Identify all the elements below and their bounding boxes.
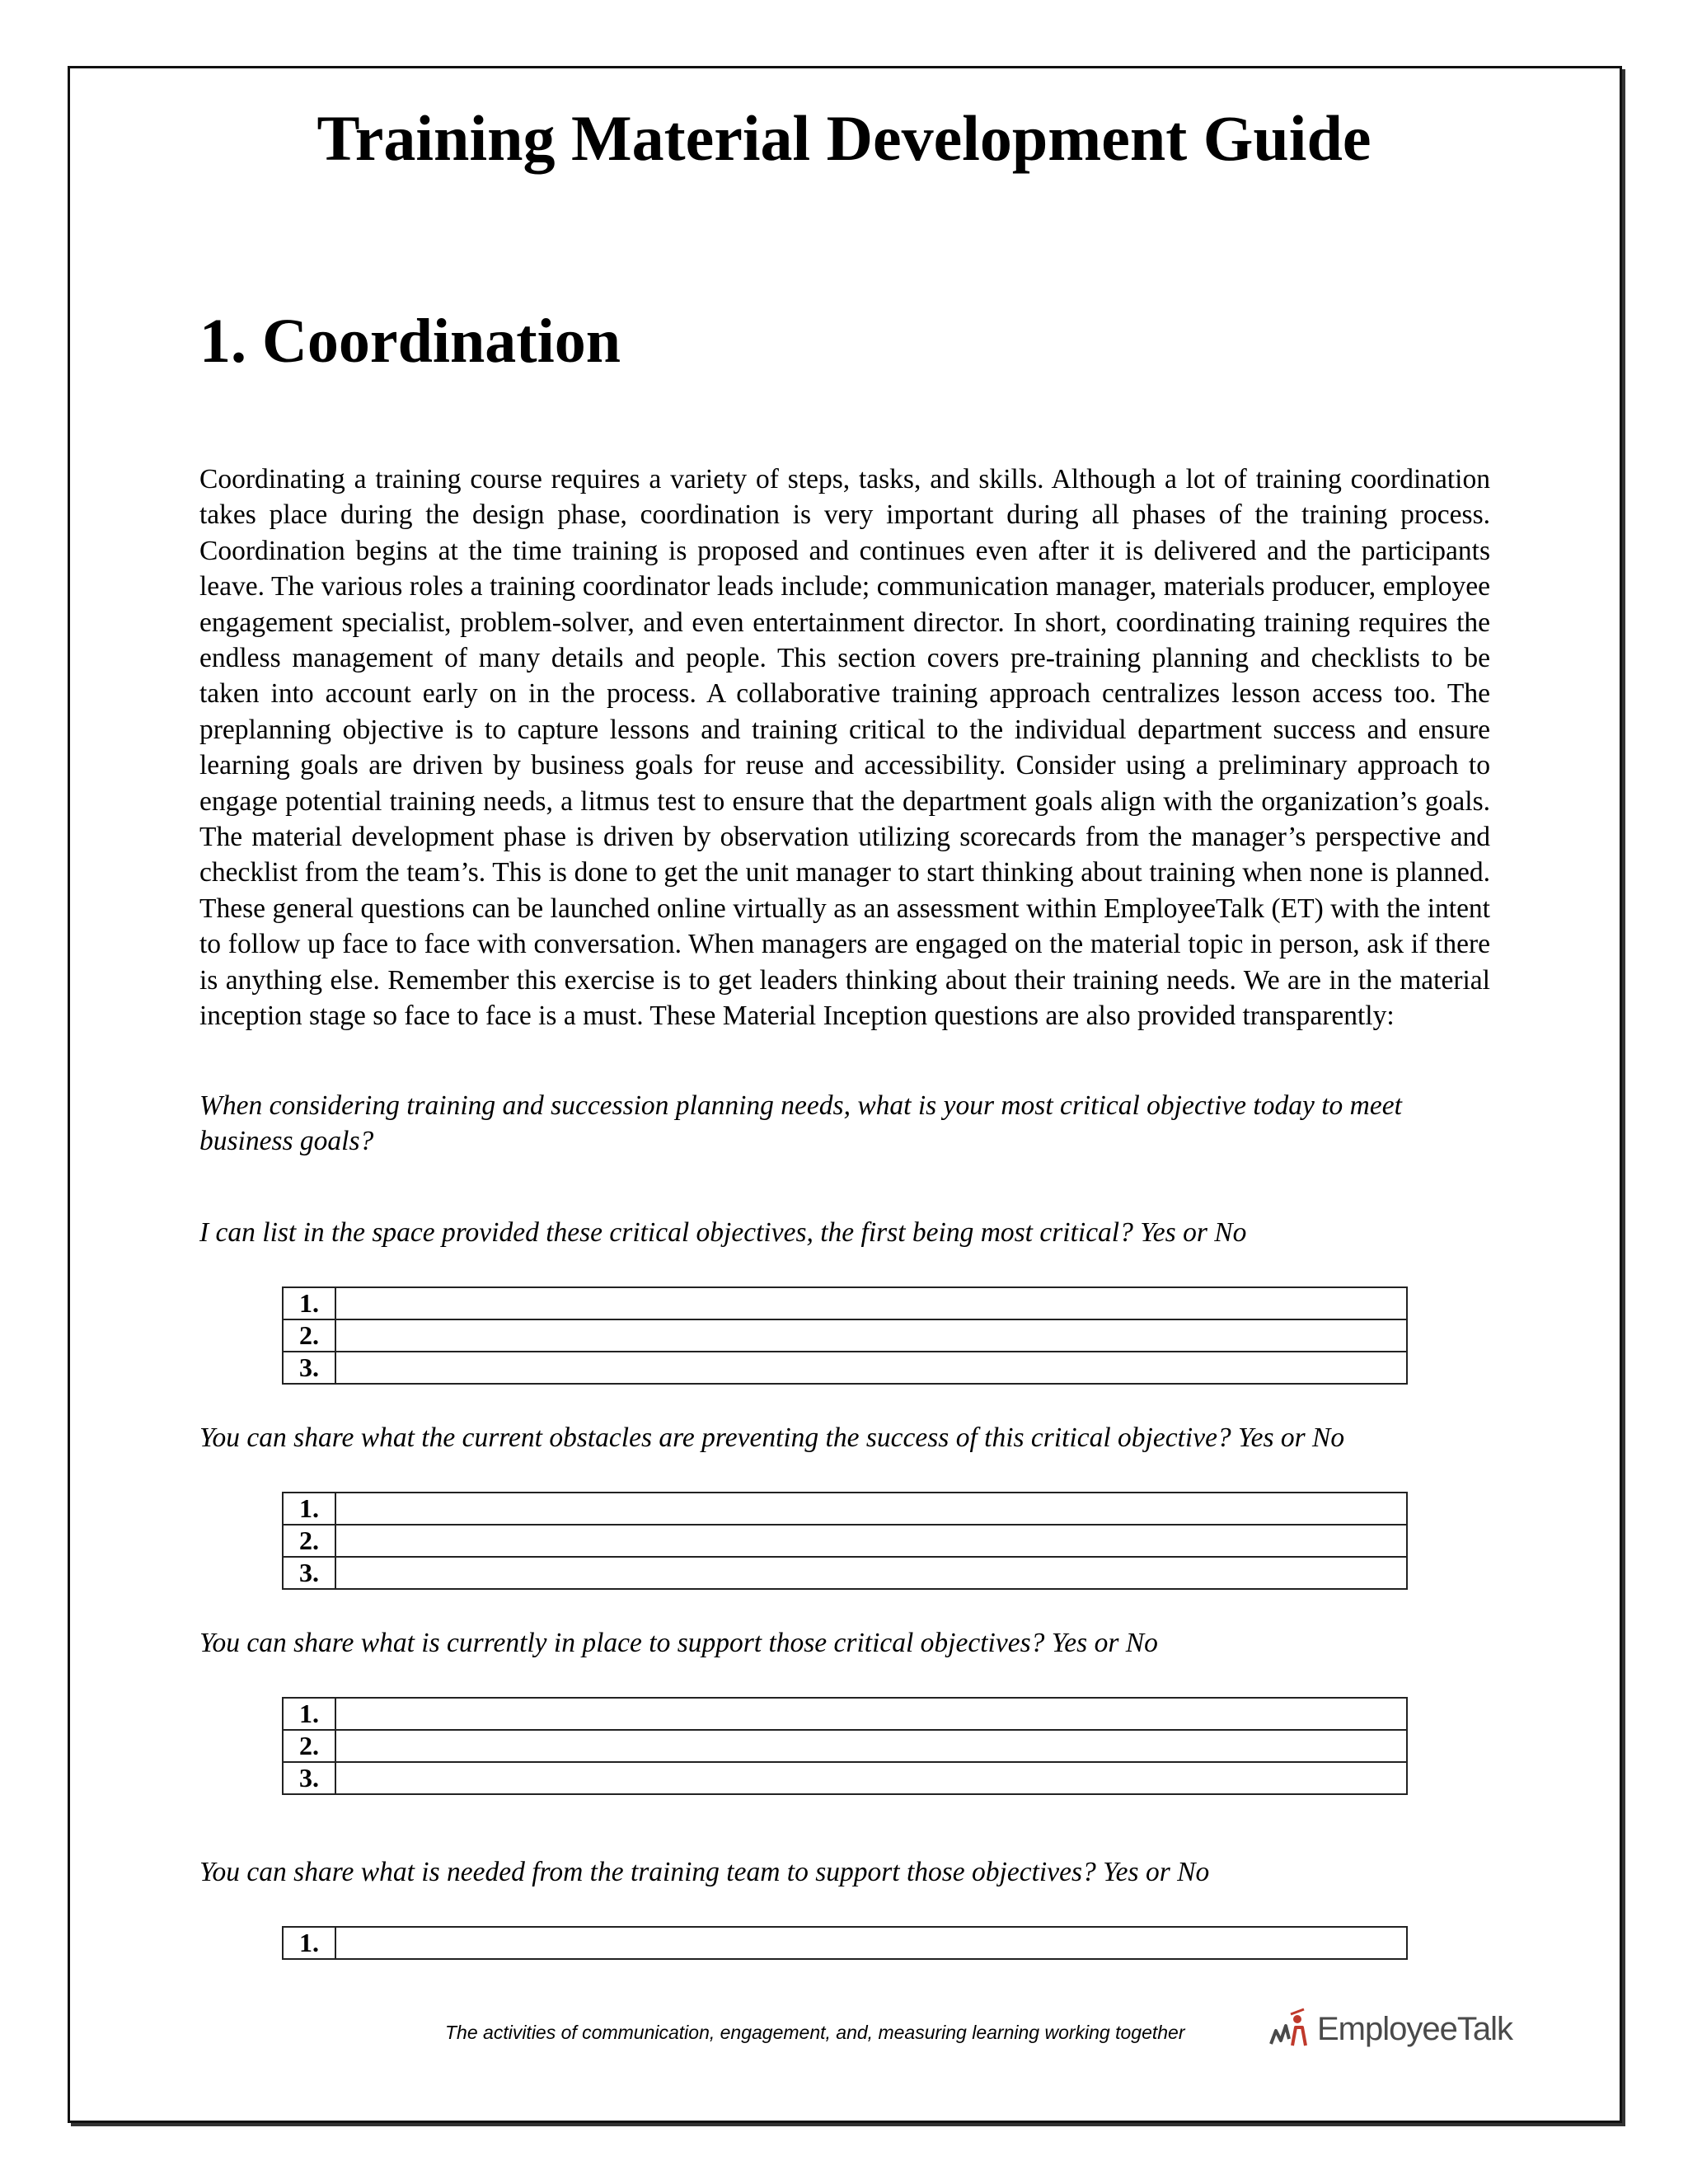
logo-text: EmployeeTalk <box>1317 2010 1513 2047</box>
table-row <box>283 1287 1407 1319</box>
answer-cell[interactable] <box>335 1493 1407 1525</box>
answer-cell[interactable] <box>335 1557 1407 1589</box>
answer-cell[interactable] <box>335 1287 1407 1319</box>
row-number: 2. <box>283 1525 335 1557</box>
answer-cell[interactable] <box>335 1927 1407 1959</box>
row-number: 2. <box>283 1730 335 1762</box>
question-2: You can share what the current obstacles are preventing the success of this critical objective? Yes or No <box>199 1422 1345 1453</box>
answer-cell[interactable] <box>335 1762 1407 1794</box>
answer-table-3 <box>282 1697 1408 1795</box>
row-number: 2. <box>283 1319 335 1352</box>
table-row <box>283 1557 1407 1589</box>
table-row <box>283 1319 1407 1352</box>
table-row <box>283 1730 1407 1762</box>
row-number: 3. <box>283 1762 335 1794</box>
row-number: 1. <box>283 1493 335 1525</box>
question-4: You can share what is needed from the training team to support those objectives? Yes or No <box>199 1857 1210 1887</box>
question-3: You can share what is currently in place to support those critical objectives? Yes or No <box>199 1628 1158 1658</box>
table-row <box>283 1352 1407 1384</box>
table-row <box>283 1698 1407 1730</box>
row-number: 1. <box>283 1287 335 1319</box>
row-number: 3. <box>283 1352 335 1384</box>
table-row <box>283 1762 1407 1794</box>
table-row <box>283 1493 1407 1525</box>
employeetalk-logo <box>1268 2004 1512 2054</box>
question-1: I can list in the space provided these critical objectives, the first being most critical? Yes or No <box>199 1217 1247 1248</box>
row-number: 1. <box>283 1927 335 1959</box>
question-intro: When considering training and succession planning needs, what is your most critical objective today to meet business goals? <box>199 1090 1402 1157</box>
answer-table-2 <box>282 1492 1408 1590</box>
answer-cell[interactable] <box>335 1525 1407 1557</box>
answer-table-4 <box>282 1926 1408 1960</box>
row-number: 3. <box>283 1557 335 1589</box>
answer-cell[interactable] <box>335 1698 1407 1730</box>
table-row <box>283 1927 1407 1959</box>
row-number: 1. <box>283 1698 335 1730</box>
document-title: Training Material Development Guide <box>316 102 1372 174</box>
footer-tagline: The activities of communication, engagement, and, measuring learning working together <box>445 2022 1185 2043</box>
answer-cell[interactable] <box>335 1319 1407 1352</box>
employeetalk-logo-icon <box>1268 2006 1314 2052</box>
table-row <box>283 1525 1407 1557</box>
answer-cell[interactable] <box>335 1352 1407 1384</box>
answer-table-1 <box>282 1286 1408 1385</box>
body-paragraph: Coordinating a training course requires a variety of steps, tasks, and skills. Although a lot of training coordination takes place during the design phase, coordination is very important during all phases of the training process. Coordination begins at the time training is proposed and continues even after it is delivered and the participants leave. The various roles a training coordinator leads include; communication manager, materials producer, employee engagement specialist, problem-solver, and even entertainment director. In short, coordinating training requires the endless management of many details and people. This section covers pre-training planning and checklists to be taken into account early on in the process. A collaborative training approach centralizes lesson access too. The preplanning objective is to capture lessons and training critical to the individual department success and ensure learning goals are driven by business goals for reuse and accessibility. Consider using a preliminary approach to engage potential training needs, a litmus test to ensure that the department goals align with the organization’s goals. The material development phase is driven by observation utilizing scorecards from the manager’s perspective and checklist from the team’s. This is done to get the unit manager to start thinking about training when none is planned. These general questions can be launched online virtually as an assessment within EmployeeTalk (ET) with the intent to follow up face to face with conversation. When managers are engaged on the material topic in person, ask if there is anything else. Remember this exercise is to get leaders thinking about their training needs. We are in the material inception stage so face to face is a must. These Material Inception questions are also provided transparently: <box>199 464 1490 1032</box>
section-heading: 1. Coordination <box>199 307 621 376</box>
answer-cell[interactable] <box>335 1730 1407 1762</box>
